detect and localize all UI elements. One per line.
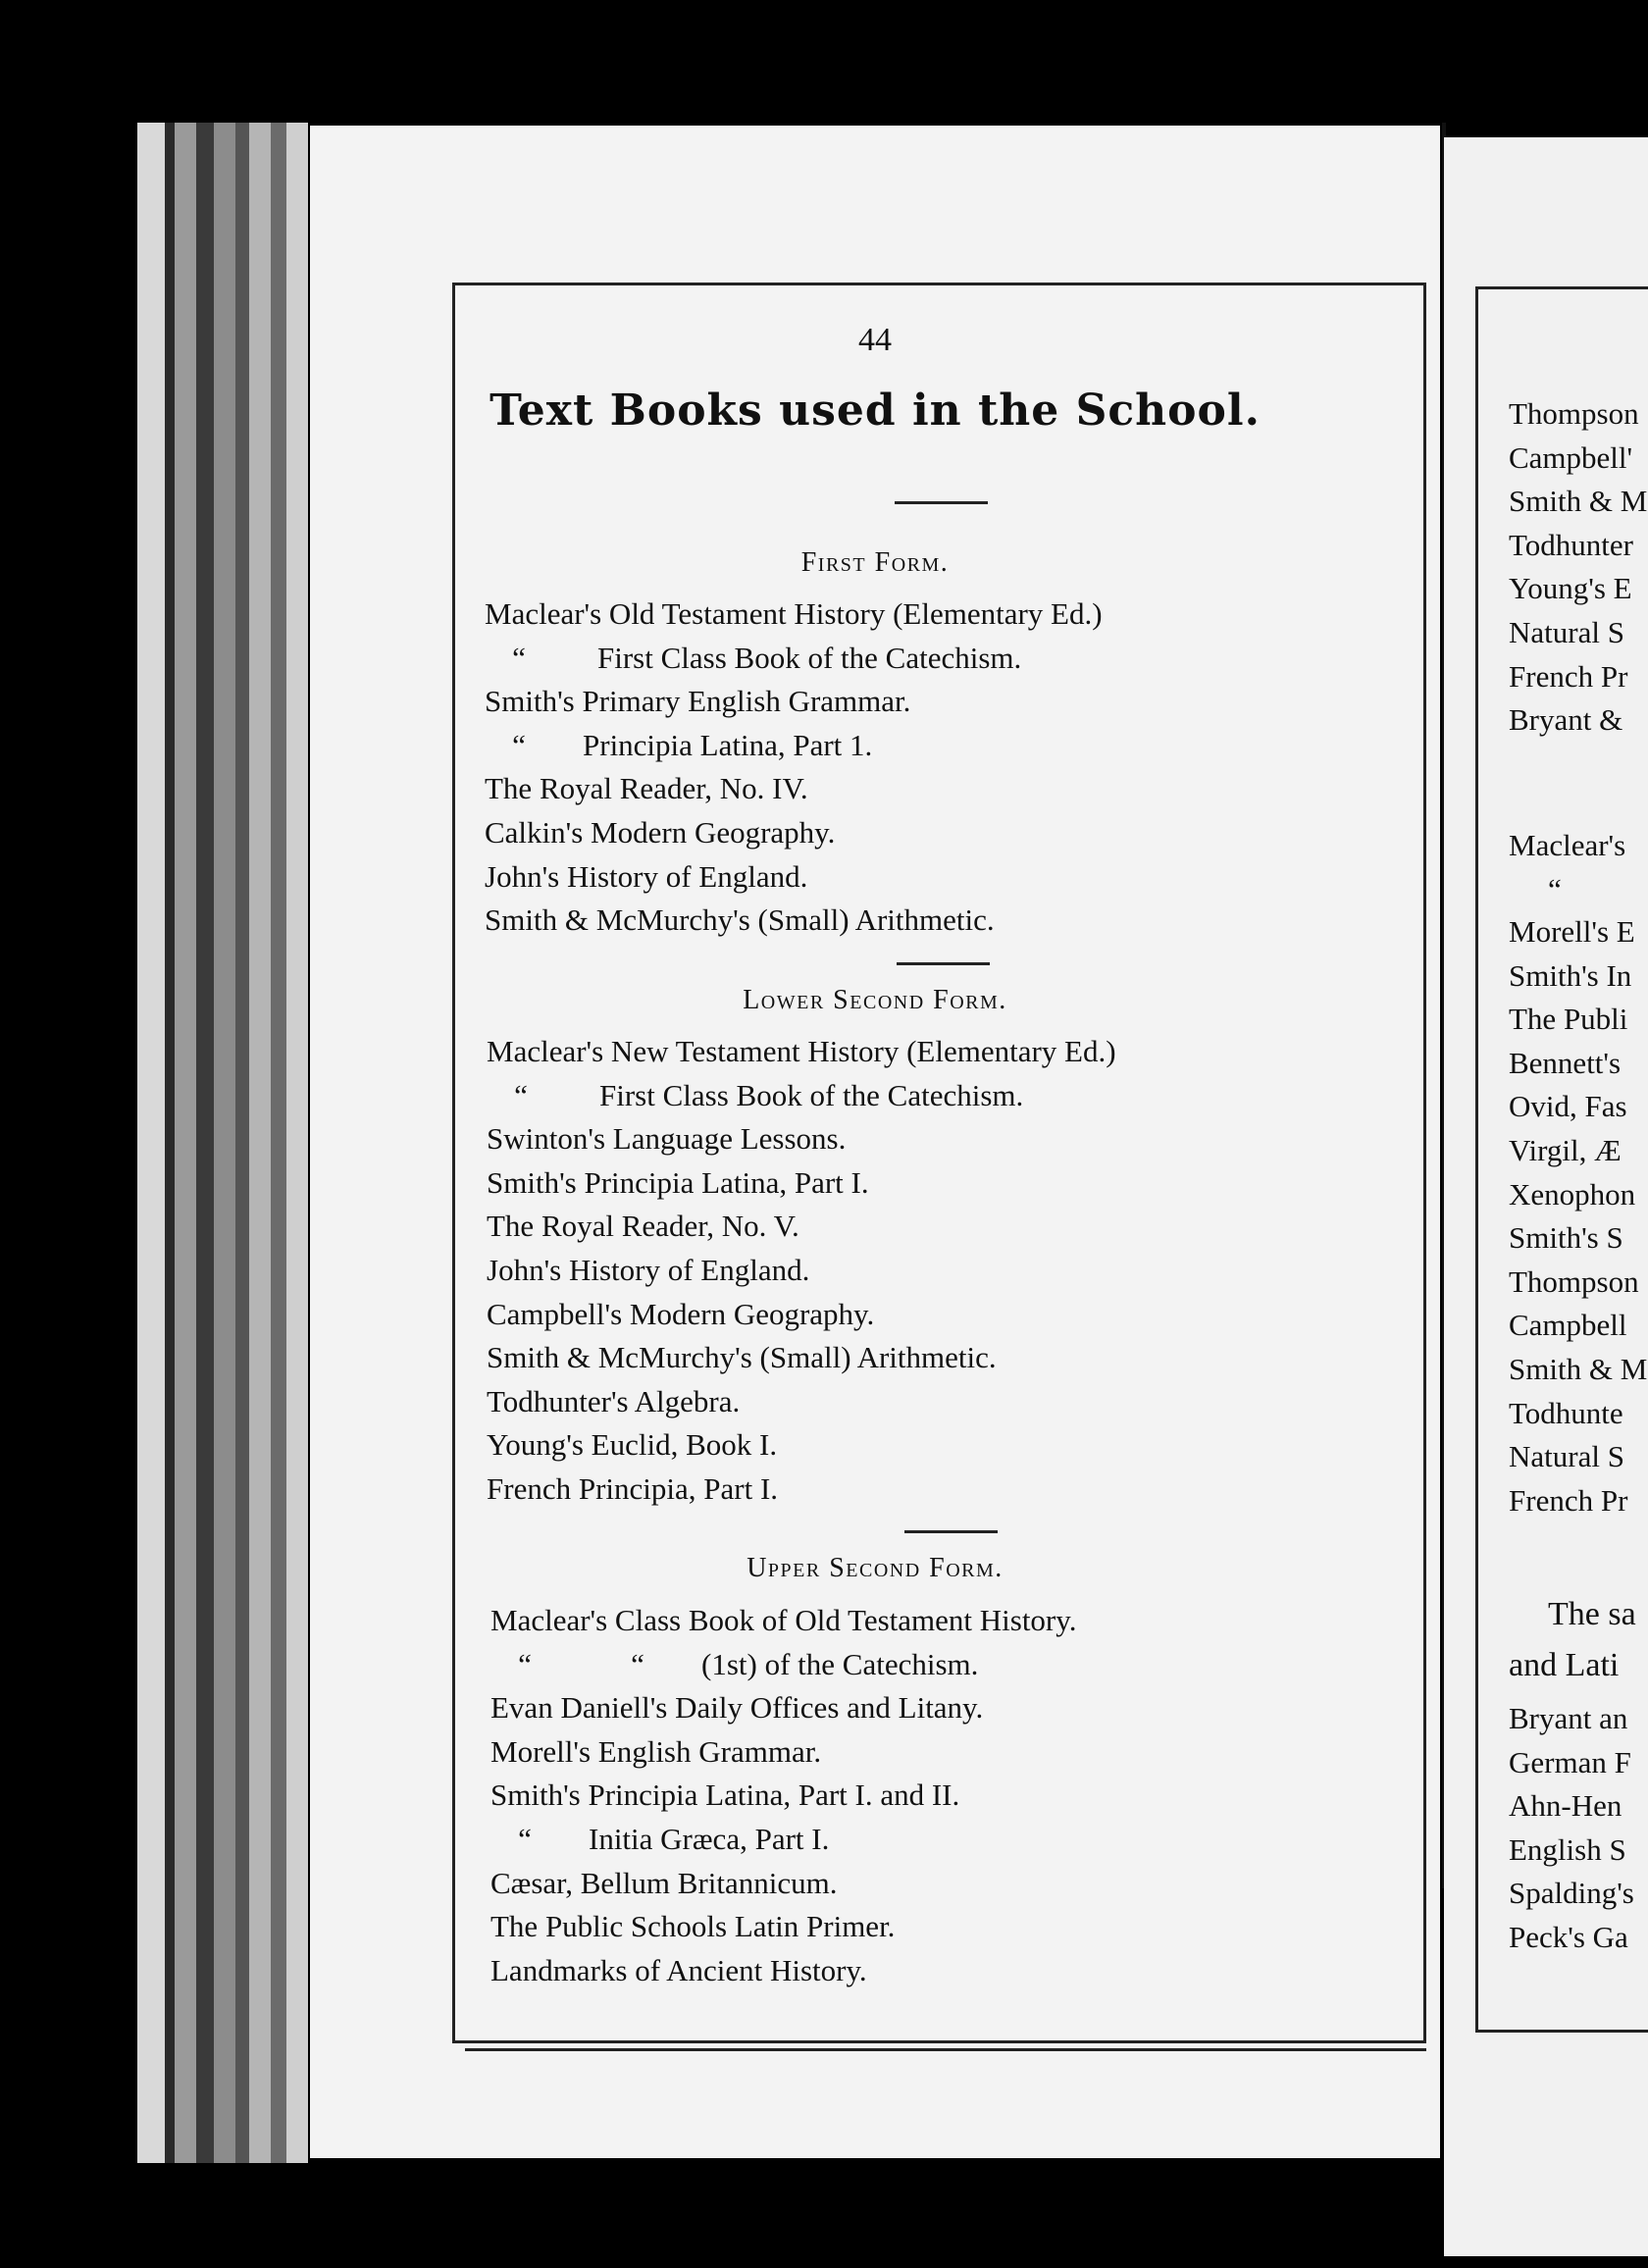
list-item: Ahn-Hen: [1509, 1788, 1622, 1824]
right-page-list: [1509, 824, 1625, 911]
list-item: Maclear's Class Book of Old Testament History.: [490, 1603, 1077, 1637]
page-edge: [196, 123, 214, 2163]
list-item: Calkin's Modern Geography.: [485, 814, 836, 850]
page-edge: [286, 123, 308, 2163]
left-page: [310, 126, 1440, 2158]
list-item-text: First Class Book of the Catechism.: [599, 1077, 1024, 1112]
list-item: Smith's In: [1509, 957, 1632, 993]
list-item: Maclear's New Testament History (Elementary Ed.): [487, 1034, 1116, 1068]
list-item: Landmarks of Ancient History.: [490, 1952, 867, 1987]
page-edge: [175, 123, 196, 2163]
first-form-list: [485, 593, 1103, 943]
list-item: Natural S: [1509, 1439, 1624, 1474]
ditto-mark: “: [631, 1646, 644, 1681]
list-item-text: Initia Græca, Part I.: [589, 1821, 830, 1856]
upper-second-form-list: [490, 1599, 1077, 1992]
list-item: The Royal Reader, No. V.: [487, 1209, 799, 1244]
list-item-text: (1st) of the Catechism.: [701, 1646, 979, 1681]
list-item: Smith's Primary English Grammar.: [485, 684, 911, 719]
page-title: Text Books used in the School.: [489, 386, 1261, 436]
list-item: Campbell: [1509, 1308, 1627, 1343]
list-item: John's History of England.: [487, 1252, 810, 1287]
list-item: Todhunter: [1509, 527, 1633, 562]
list-item: Todhunte: [1509, 1395, 1623, 1430]
page-number: 44: [858, 322, 892, 358]
list-item: Smith's Principia Latina, Part I.: [487, 1164, 869, 1200]
list-item: Ovid, Fas: [1509, 1089, 1627, 1124]
right-page-list: [1509, 910, 1647, 1522]
list-item: Bennett's: [1509, 1045, 1622, 1080]
list-item: Smith's Principia Latina, Part I. and II.: [490, 1778, 960, 1813]
page-edge: [235, 123, 249, 2163]
list-item: Maclear's Old Testament History (Elementary Ed.): [485, 596, 1103, 631]
list-item: The Royal Reader, No. IV.: [485, 771, 808, 806]
list-item: The Public Schools Latin Primer.: [490, 1909, 896, 1944]
section-heading-upper-second-form: Upper Second Form.: [747, 1553, 1004, 1583]
list-item: [485, 724, 1103, 768]
list-item-text: Principia Latina, Part 1.: [583, 727, 873, 762]
ditto-mark: “: [518, 1821, 532, 1856]
divider-rule: [895, 501, 988, 504]
list-item: Smith & McMurchy's (Small) Arithmetic.: [487, 1340, 997, 1375]
ditto-mark: “: [512, 640, 526, 675]
lower-second-form-list: [487, 1030, 1116, 1512]
list-item: “: [1548, 871, 1562, 906]
list-item: Swinton's Language Lessons.: [487, 1121, 847, 1157]
list-item: Evan Daniell's Daily Offices and Litany.: [490, 1690, 984, 1726]
list-item-text: First Class Book of the Catechism.: [597, 640, 1022, 675]
right-page-list: [1509, 1697, 1634, 1960]
book-page-edges: [108, 123, 304, 2163]
page-edge: [165, 123, 175, 2163]
section-heading-lower-second-form: Lower Second Form.: [743, 985, 1007, 1015]
list-item: French Pr: [1509, 658, 1628, 694]
frame-bottom-rule: [465, 2048, 1426, 2051]
section-heading-first-form: First Form.: [800, 547, 950, 578]
list-item: Maclear's: [1509, 828, 1626, 862]
list-item: Cæsar, Bellum Britannicum.: [490, 1865, 838, 1900]
list-item: English S: [1509, 1831, 1626, 1867]
divider-rule: [897, 962, 990, 965]
list-item: Morell's E: [1509, 914, 1635, 949]
list-item: Bryant an: [1509, 1701, 1628, 1735]
ditto-mark: “: [512, 727, 526, 762]
list-item: [485, 637, 1103, 681]
ditto-mark: “: [514, 1077, 528, 1112]
right-page-list: [1509, 392, 1647, 743]
list-item: Natural S: [1509, 614, 1624, 649]
list-item: Xenophon: [1509, 1176, 1636, 1211]
list-item: Smith & M: [1509, 484, 1648, 519]
list-item: Smith & McMurchy's (Small) Arithmetic.: [485, 902, 995, 938]
list-item: French Principia, Part I.: [487, 1470, 779, 1506]
right-page-paragraph: [1509, 1589, 1636, 1691]
list-item: Spalding's: [1509, 1876, 1634, 1911]
list-item: Campbell's Modern Geography.: [487, 1296, 875, 1331]
list-item: French Pr: [1509, 1482, 1628, 1518]
list-item: Young's Euclid, Book I.: [487, 1427, 778, 1463]
paragraph-line: and Lati: [1509, 1647, 1620, 1683]
list-item: [490, 1818, 1077, 1862]
list-item: Smith & M: [1509, 1351, 1648, 1386]
list-item: Thompson: [1509, 396, 1639, 431]
paragraph-line: The sa: [1548, 1596, 1636, 1632]
page-edge: [249, 123, 271, 2163]
page-edge: [214, 123, 235, 2163]
ditto-mark: “: [518, 1646, 532, 1681]
list-item: Virgil, Æ: [1509, 1132, 1622, 1167]
list-item: Peck's Ga: [1509, 1919, 1628, 1954]
list-item: [490, 1643, 1077, 1687]
list-item: Young's E: [1509, 571, 1632, 606]
list-item: Bryant &: [1509, 702, 1623, 738]
list-item: John's History of England.: [485, 858, 808, 894]
list-item: Morell's English Grammar.: [490, 1733, 822, 1769]
list-item: Thompson: [1509, 1263, 1639, 1299]
right-page: [1444, 137, 1648, 2256]
list-item: [487, 1074, 1116, 1118]
list-item: Smith's S: [1509, 1220, 1623, 1256]
divider-rule: [904, 1530, 998, 1533]
list-item: German F: [1509, 1744, 1631, 1779]
list-item: Campbell': [1509, 439, 1633, 475]
list-item: The Publi: [1509, 1002, 1628, 1037]
page-edge: [137, 123, 165, 2163]
list-item: Todhunter's Algebra.: [487, 1383, 741, 1418]
page-edge: [271, 123, 286, 2163]
